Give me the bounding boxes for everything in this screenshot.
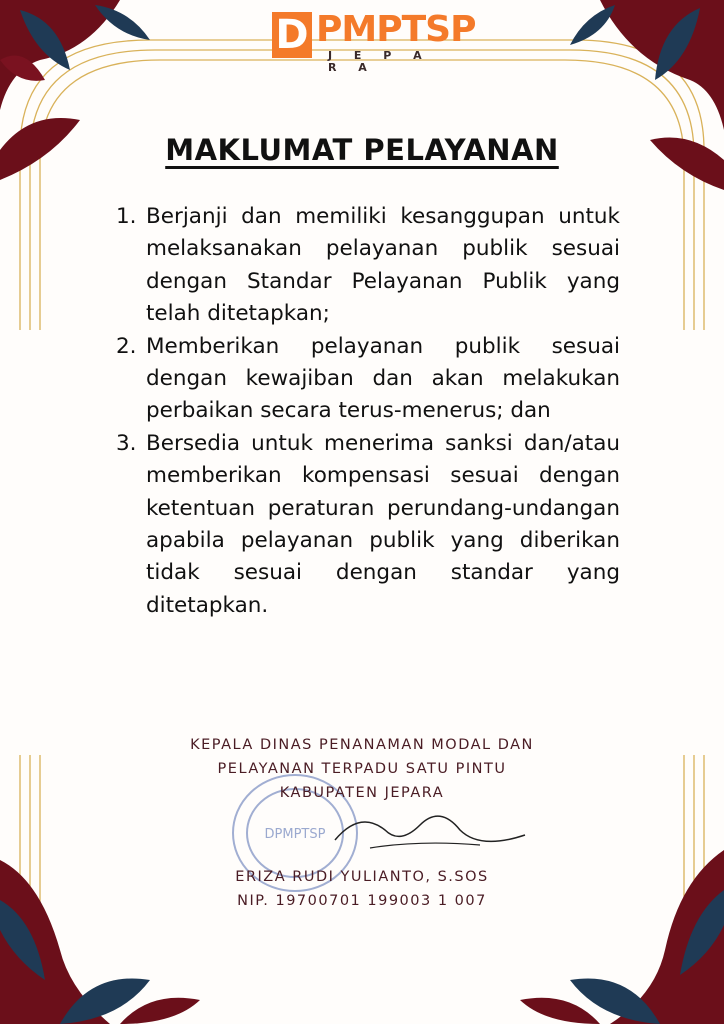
page-title: MAKLUMAT PELAYANAN	[165, 133, 559, 167]
list-item	[116, 428, 620, 622]
svg-text:DPMPTSP: DPMPTSP	[264, 827, 326, 842]
list-item	[116, 331, 620, 428]
dpmptsp-logo	[272, 9, 476, 74]
signatory-position-line3: KABUPATEN JEPARA	[279, 785, 445, 801]
item-text: Bersedia untuk menerima sanksi dan/atau memberikan kompensasi sesuai dengan ketentuan peraturan perundang-undangan apabila pelayanan publik yang diberikan tidak sesuai dengan standar yang ditetapkan.	[146, 430, 620, 618]
signatory-block	[0, 733, 724, 913]
logo-text: PMPTSP	[316, 9, 476, 50]
item-number: 1.	[116, 204, 137, 229]
item-text: Memberikan pelayanan publik sesuai dengan kewajiban dan akan melakukan perbaikan secara terus-menerus; dan	[146, 333, 620, 424]
list-item	[116, 201, 620, 331]
item-number: 2.	[116, 333, 137, 359]
item-text: Berjanji dan memiliki kesanggupan untuk melaksanakan pelayanan publik sesuai dengan Standar Pelayanan Publik yang telah ditetapkan;	[146, 204, 620, 327]
signatory-nip: NIP. 19700701 199003 1 007	[237, 893, 487, 909]
logo-subtitle: J E P A R A	[328, 49, 431, 74]
maklumat-list	[116, 201, 620, 622]
signatory-name: ERIZA RUDI YULIANTO, S.SOS	[235, 869, 489, 885]
logo-d-box: D	[272, 12, 312, 58]
item-number: 3.	[116, 430, 137, 456]
signatory-position-line1: KEPALA DINAS PENANAMAN MODAL DAN	[190, 737, 534, 753]
signatory-position-line2: PELAYANAN TERPADU SATU PINTU	[217, 761, 507, 777]
